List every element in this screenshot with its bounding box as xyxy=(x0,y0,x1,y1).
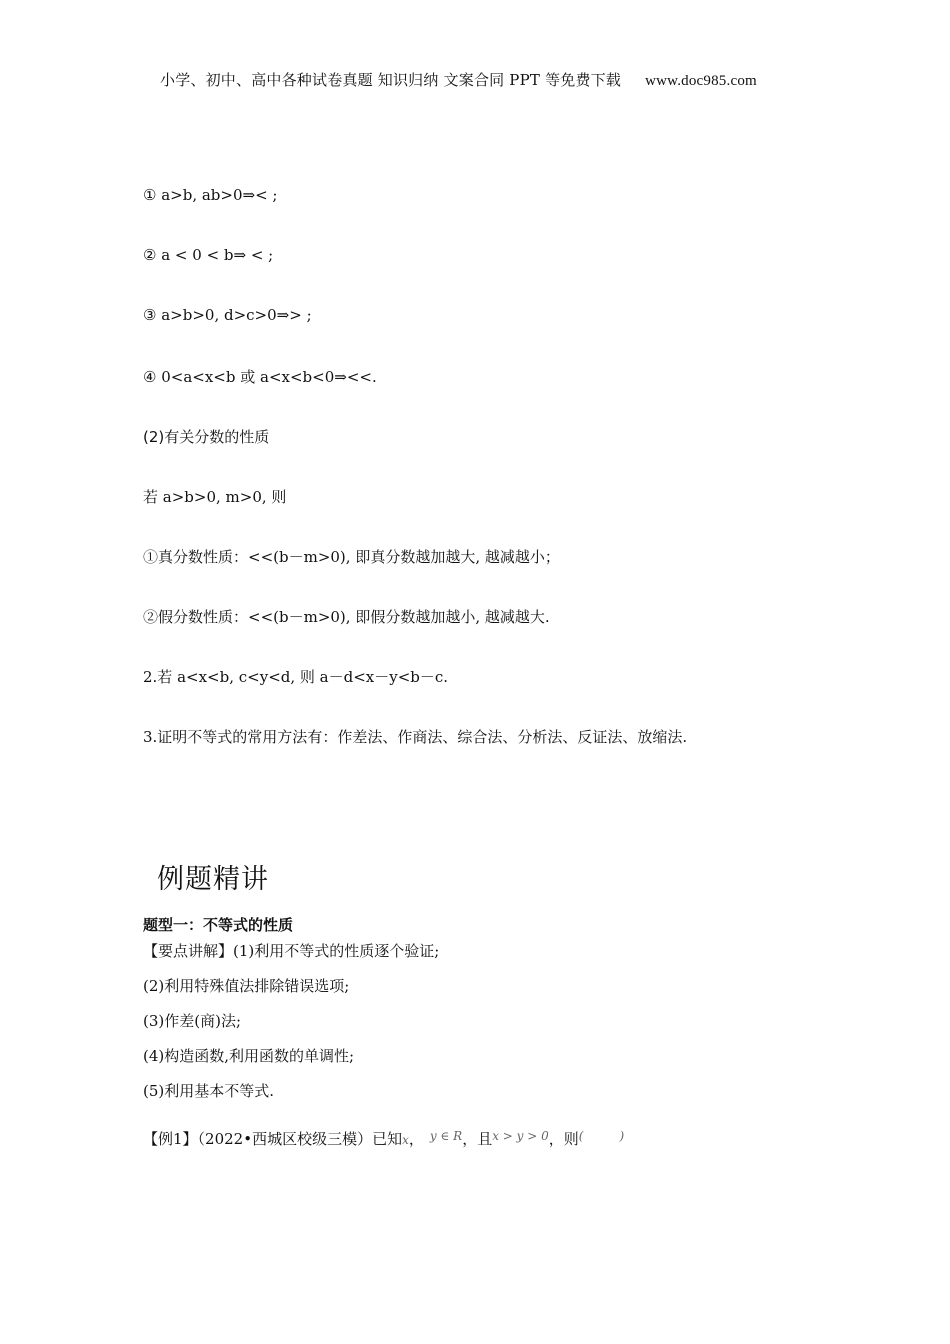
property-line-4: ④ 0<a<x<b 或 a<x<b<0⇒<<. xyxy=(143,368,377,386)
proof-methods: 3.证明不等式的常用方法有：作差法、作商法、综合法、分析法、反证法、放缩法. xyxy=(143,728,688,746)
improper-fraction-property: ②假分数性质：<<(b－m>0), 即假分数越加越小, 越减越大. xyxy=(143,608,550,626)
key-point-2: (2)利用特殊值法排除错误选项; xyxy=(143,977,350,995)
header-url[interactable]: www.doc985.com xyxy=(645,73,757,89)
key-point-5: (5)利用基本不等式. xyxy=(143,1082,275,1100)
example-condition: x > y > 0 xyxy=(492,1129,549,1143)
property-line-3: ③ a>b>0, d>c>0⇒> ; xyxy=(143,306,312,324)
answer-paren-open: ( xyxy=(578,1129,584,1143)
header-text: 小学、初中、高中各种试卷真题 知识归纳 文案合同 PPT 等免费下载 xyxy=(160,71,622,89)
fraction-heading: (2)有关分数的性质 xyxy=(143,428,270,446)
subtraction-bound: 2.若 a<x<b, c<y<d, 则 a－d<x－y<b－c. xyxy=(143,668,449,686)
section-title: 例题精讲 xyxy=(157,864,269,895)
property-line-1: ① a>b, ab>0⇒< ; xyxy=(143,186,278,204)
example-var-x: x xyxy=(402,1133,409,1147)
answer-paren-close: ) xyxy=(619,1129,625,1143)
example-y-in-r: y ∈ R xyxy=(429,1129,463,1143)
key-point-3: (3)作差(商)法; xyxy=(143,1012,242,1030)
example-sep-1: ， xyxy=(408,1130,424,1148)
key-point-1: 【要点讲解】(1)利用不等式的性质逐个验证; xyxy=(143,942,440,960)
property-line-2: ② a < 0 < b⇒ < ; xyxy=(143,246,274,264)
key-point-4: (4)构造函数,利用函数的单调性; xyxy=(143,1047,355,1065)
page-header xyxy=(160,69,757,90)
type-title: 题型一：不等式的性质 xyxy=(143,916,294,934)
example-sep-3: ，则 xyxy=(548,1130,579,1148)
proper-fraction-property: ①真分数性质：<<(b－m>0), 即真分数越加越大, 越减越小； xyxy=(143,548,560,566)
example-sep-2: ，且 xyxy=(462,1130,493,1148)
example-1 xyxy=(143,1128,624,1149)
fraction-condition: 若 a>b>0, m>0, 则 xyxy=(143,488,287,506)
example-prefix: 【例1】（2022•西城区校级三模）已知 xyxy=(143,1130,403,1148)
